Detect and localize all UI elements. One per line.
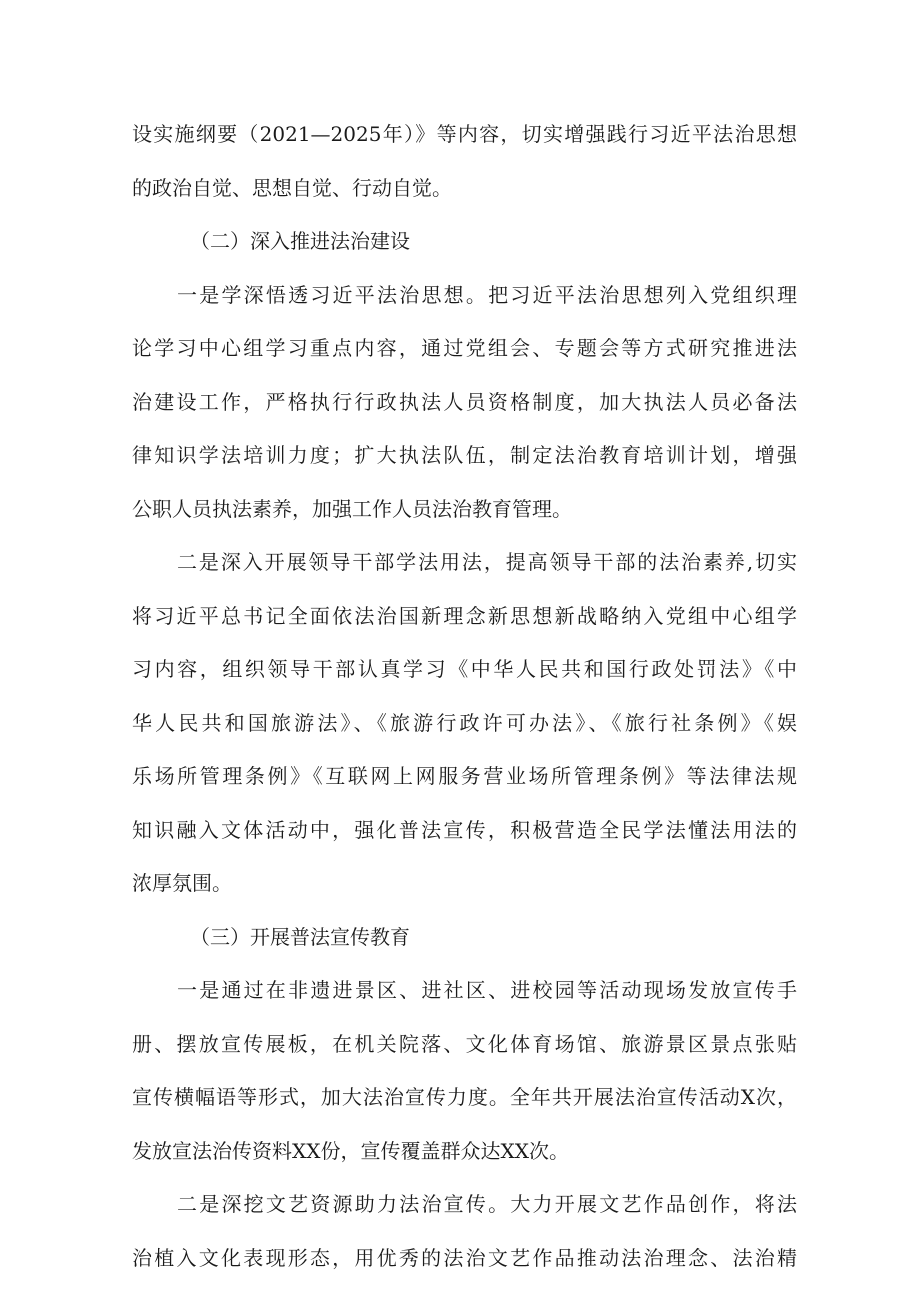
paragraph-line: 治植入文化表现形态，用优秀的法治文艺作品推动法治理念、法治精 (132, 1245, 797, 1270)
paragraph-line: 二是深入开展领导干部学法用法，提高领导干部的法治素养,切实 (177, 550, 797, 574)
paragraph-line: 册、摆放宣传展板，在机关院落、文化体育场馆、旅游景区景点张贴 (132, 1031, 797, 1056)
paragraph-line: 一是学深悟透习近平法治思想。把习近平法治思想列入党组织理 (177, 282, 797, 307)
paragraph-line: 的政治自觉、思想自觉、行动自觉。 (132, 175, 452, 200)
paragraph-line: 华人民共和国旅游法》、《旅游行政许可办法》、《旅行社条例》《娱 (132, 710, 797, 735)
paragraph-line: 将习近平总书记全面依法治国新理念新思想新战略纳入党组中心组学 (132, 603, 797, 628)
paragraph-line: 公职人员执法素养，加强工作人员法治教育管理。 (132, 496, 572, 521)
paragraph-line: 发放宣法治传资料XX份，宣传覆盖群众达XX次。 (132, 1138, 569, 1163)
paragraph-line: 一是通过在非遗进景区、进社区、进校园等活动现场发放宣传手 (177, 978, 797, 1002)
section-heading: （三）开展普法宣传教育 (190, 924, 410, 949)
document-body (132, 108, 797, 1285)
paragraph-line: 设实施纲要（2021—2025年）》等内容，切实增强践行习近平法治思想 (132, 122, 797, 146)
section-heading: （二）深入推进法治建设 (190, 229, 410, 253)
paragraph-line: 宣传横幅语等形式，加大法治宣传力度。全年共开展法治宣传活动X次， (132, 1085, 797, 1109)
paragraph-line: 论学习中心组学习重点内容，通过党组会、专题会等方式研究推进法 (132, 336, 797, 360)
paragraph-line: 治建设工作，严格执行行政执法人员资格制度，加大执法人员必备法 (132, 389, 797, 414)
paragraph-line: 二是深挖文艺资源助力法治宣传。大力开展文艺作品创作，将法 (177, 1192, 797, 1216)
paragraph-line: 乐场所管理条例》《互联网上网服务营业场所管理条例》等法律法规 (132, 764, 797, 788)
paragraph-line: 律知识学法培训力度；扩大执法队伍，制定法治教育培训计划，增强 (132, 443, 797, 467)
paragraph-line: 习内容，组织领导干部认真学习《中华人民共和国行政处罚法》《中 (132, 657, 797, 681)
paragraph-line: 知识融入文体活动中，强化普法宣传，积极营造全民学法懂法用法的 (132, 817, 797, 842)
paragraph-line: 浓厚氛围。 (132, 871, 232, 895)
